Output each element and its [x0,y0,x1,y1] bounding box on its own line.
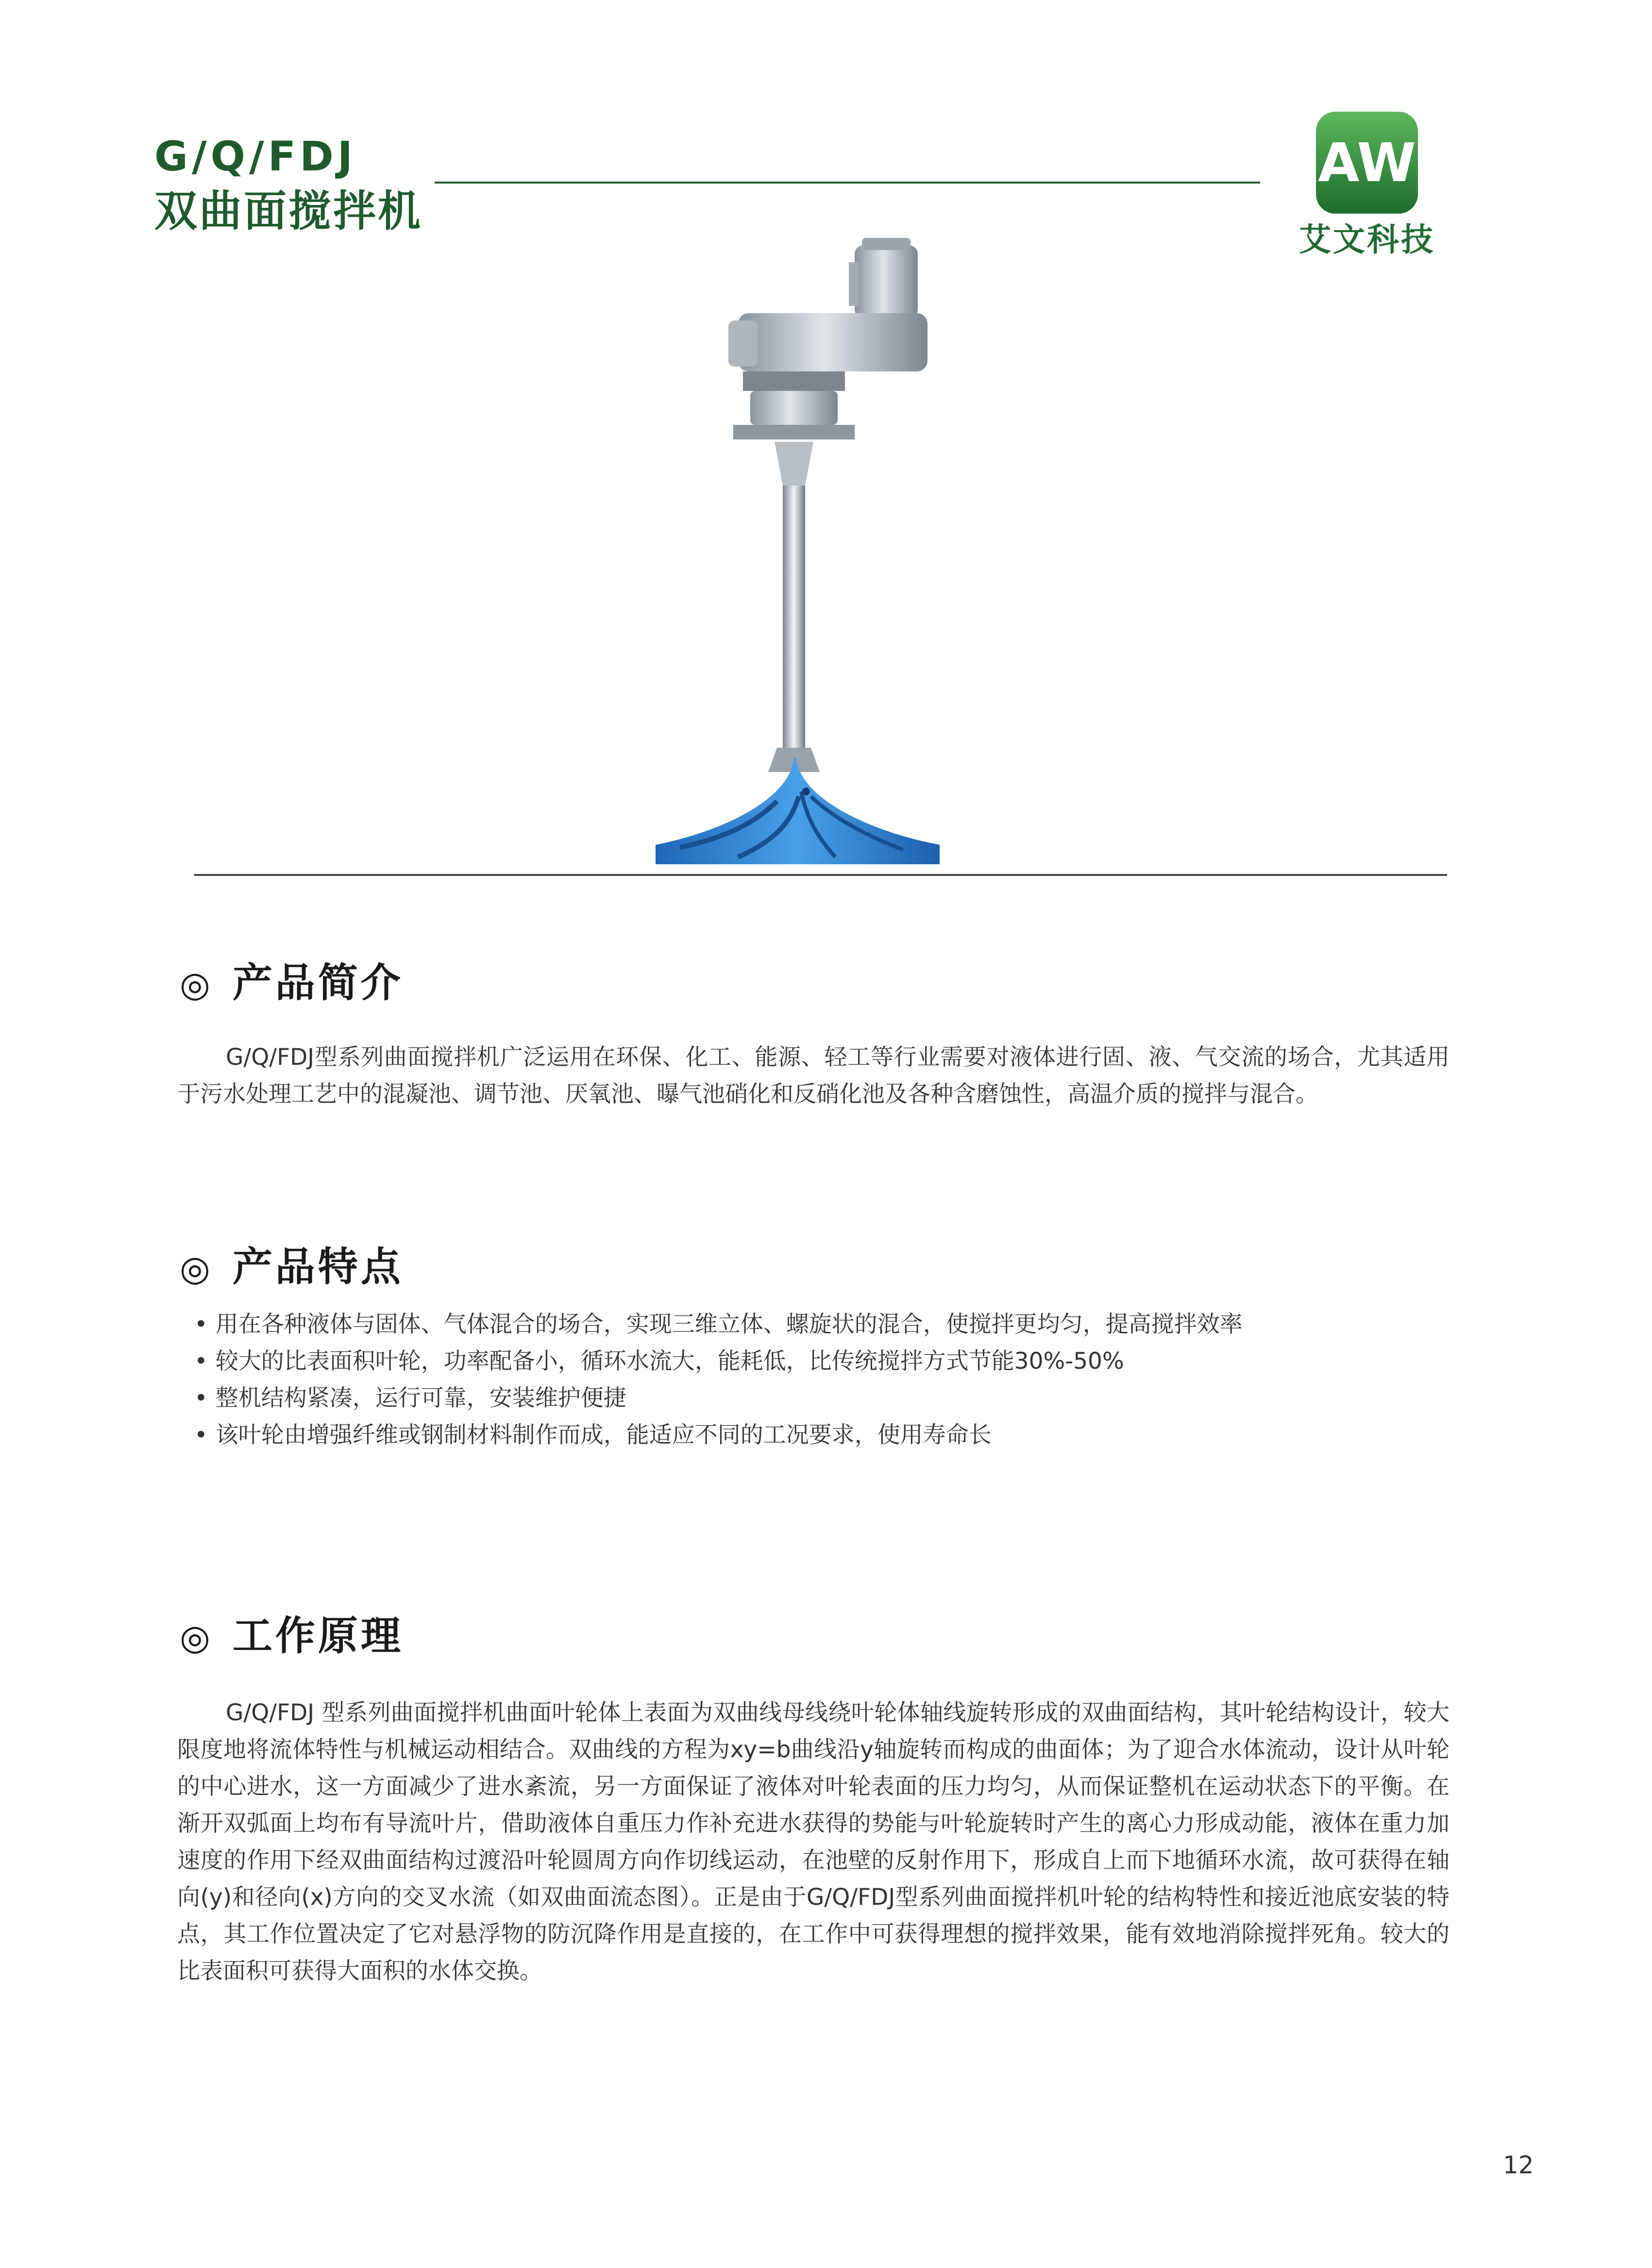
intro-text: G/Q/FDJ型系列曲面搅拌机广泛运用在环保、化工、能源、轻工等行业需要对液体进行固、液、气交流的场合，尤其适用于污水处理工艺中的混凝池、调节池、厌氧池、曝气池硝化和反硝化池及各种含磨蚀性，高温介质的搅拌与混合。 [177,1044,1450,1108]
features-list [194,1306,1408,1454]
section-title: 产品简介 [232,960,404,1006]
product-title: 双曲面搅拌机 [154,186,423,236]
circle-mark-icon: ◎ [180,964,213,1005]
circle-mark-icon: ◎ [180,1248,213,1289]
image-divider [194,874,1447,876]
section-title: 产品特点 [232,1244,404,1290]
header-divider [435,182,1260,184]
circle-mark-icon: ◎ [180,1617,213,1658]
company-name: 艾文科技 [1299,221,1435,258]
intro-paragraph [177,1039,1450,1113]
section-title: 工作原理 [232,1613,404,1659]
page-number: 12 [1503,2151,1534,2179]
list-item: • 较大的比表面积叶轮，功率配备小，循环水流大，能耗低，比传统搅拌方式节能30%-50% [194,1343,1408,1380]
section-principle-heading [180,1612,404,1662]
logo-mark: AW [1318,132,1416,194]
hyperboloid-mixer-image [583,233,1097,874]
model-code: G/Q/FDJ [154,133,357,180]
list-item: • 用在各种液体与固体、气体混合的场合，实现三维立体、螺旋状的混合，使搅拌更均匀，提高搅拌效率 [194,1306,1408,1343]
list-item: • 整机结构紧凑，运行可靠，安装维护便捷 [194,1380,1408,1417]
principle-text: G/Q/FDJ 型系列曲面搅拌机曲面叶轮体上表面为双曲线母线绕叶轮体轴线旋转形成的双曲面结构，其叶轮结构设计，较大限度地将流体特性与机械运动相结合。双曲线的方程为xy=b曲线沿y轴旋转而构成的曲面体；为了迎合水体流动，设计从叶轮的中心进水，这一方面减少了进水紊流，另一方面保证了液体对叶轮表面的压力均匀，从而保证整机在运动状态下的平衡。在渐开双弧面上均布有导流叶片，借助液体自重压力作补充进水获得的势能与叶轮旋转时产生的离心力形成动能，液体在重力加速度的作用下经双曲面结构过渡沿叶轮圆周方向作切线运动，在池壁的反射作用下，形成自上而下地循环水流，故可获得在轴向(y)和径向(x)方向的交叉水流（如双曲面流态图）。正是由于G/Q/FDJ型系列曲面搅拌机叶轮的结构特性和接近池底安装的特点，其工作位置决定了它对悬浮物的防沉降作用是直接的，在工作中可获得理想的搅拌效果，能有效地消除搅拌死角。较大的比表面积可获得大面积的水体交换。 [177,1699,1450,1984]
list-item: • 该叶轮由增强纤维或钢制材料制作而成，能适应不同的工况要求，使用寿命长 [194,1417,1408,1454]
principle-paragraph [177,1695,1450,1990]
section-intro-heading [180,959,404,1008]
section-features-heading [180,1243,404,1293]
